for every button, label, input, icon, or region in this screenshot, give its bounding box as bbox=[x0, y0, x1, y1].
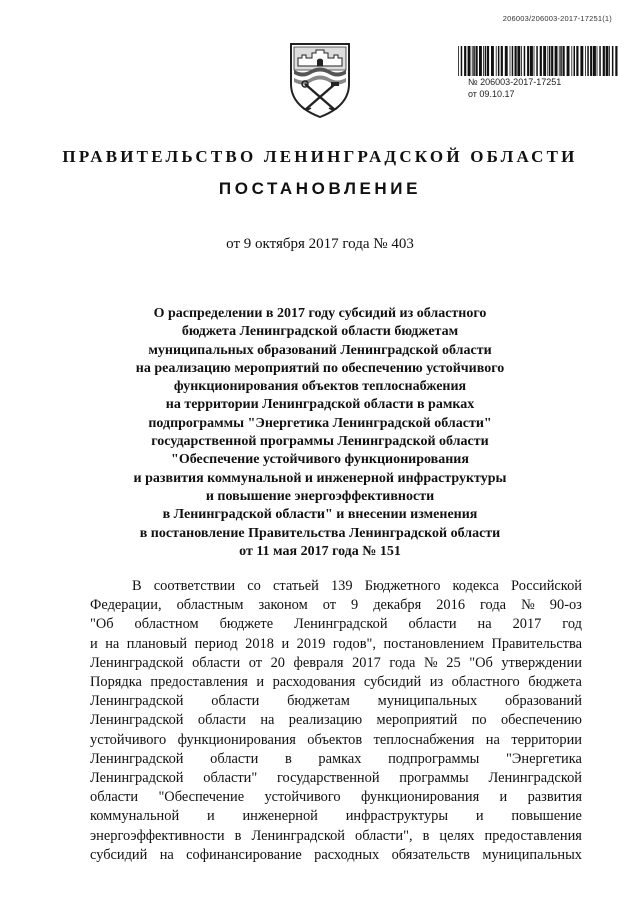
body-word: в bbox=[284, 750, 292, 767]
body-line bbox=[90, 577, 582, 596]
body-word: обеспечению bbox=[500, 712, 582, 729]
body-word: 90-оз bbox=[549, 597, 582, 614]
body-word: на bbox=[159, 846, 174, 863]
body-word: № bbox=[521, 597, 535, 614]
body-word: образований bbox=[504, 693, 582, 710]
subject-line: от 11 мая 2017 года № 151 bbox=[239, 543, 401, 559]
subject-line: О распределении в 2017 году субсидий из областного bbox=[153, 306, 487, 321]
subject-line: на реализацию мероприятий по обеспечению устойчивого bbox=[135, 360, 505, 376]
body-word: период bbox=[194, 635, 238, 652]
body-word: года bbox=[389, 654, 416, 671]
body-word: 9 bbox=[351, 597, 359, 614]
body-word: государственной bbox=[276, 770, 380, 787]
body-word: расходования bbox=[272, 674, 356, 691]
barcode-icon bbox=[458, 46, 618, 76]
body-word: бюджета bbox=[528, 674, 582, 691]
document-type: ПОСТАНОВЛЕНИЕ bbox=[218, 179, 422, 198]
body-word: Ленинградской bbox=[90, 770, 184, 787]
body-word: Ленинградской bbox=[90, 712, 184, 729]
subject-line: государственной программы Ленинградской области bbox=[151, 434, 489, 450]
subject-line: бюджета Ленинградской области бюджетам bbox=[181, 324, 459, 340]
body-word: Ленинградской bbox=[488, 770, 582, 787]
body-word: области" bbox=[203, 770, 258, 787]
body-word: устойчивого bbox=[264, 789, 341, 806]
body-word: коммунальной bbox=[90, 808, 180, 825]
body-word: на bbox=[485, 731, 500, 748]
body-word: целях bbox=[439, 827, 475, 844]
body-line bbox=[90, 827, 582, 846]
body-word: областном bbox=[134, 616, 199, 633]
body-word: софинансирование bbox=[186, 846, 302, 863]
body-word: годов", bbox=[332, 635, 376, 652]
body-word: 20 bbox=[270, 654, 285, 671]
body-word: Федерации, bbox=[90, 597, 162, 614]
coat-of-arms-icon bbox=[287, 40, 353, 120]
body-word: объектов bbox=[307, 731, 363, 748]
body-word: муниципальных bbox=[377, 693, 478, 710]
registration-stamp bbox=[458, 46, 618, 100]
subject-line: муниципальных образований Ленинградской области bbox=[148, 342, 492, 358]
body-line bbox=[90, 615, 582, 634]
body-word: Ленинградской bbox=[251, 827, 345, 844]
body-line bbox=[90, 807, 582, 826]
body-word: и bbox=[281, 635, 290, 652]
body-word: "Энергетика bbox=[506, 750, 582, 767]
body-line bbox=[90, 711, 582, 730]
body-word: плановый bbox=[126, 635, 188, 652]
body-word: Ленинградской bbox=[90, 693, 184, 710]
subject-line: в постановление Правительства Ленинградской области bbox=[139, 525, 501, 541]
body-word: 139 bbox=[330, 578, 353, 594]
body-word: "Обеспечение bbox=[158, 789, 245, 806]
body-word: "Об bbox=[90, 616, 114, 633]
body-word: утверждении bbox=[501, 654, 582, 671]
body-word: предоставления bbox=[150, 674, 248, 691]
body-word: реализацию bbox=[288, 712, 363, 729]
body-word: бюджетам bbox=[287, 693, 350, 710]
tracking-code: 206003/206003-2017-17251(1) bbox=[502, 14, 612, 23]
body-word: постановлением bbox=[383, 635, 484, 652]
body-line bbox=[90, 769, 582, 788]
body-word: Российской bbox=[511, 578, 582, 594]
document-subject bbox=[80, 305, 560, 561]
body-line bbox=[90, 692, 582, 711]
body-word: и bbox=[90, 635, 98, 652]
body-word: области bbox=[211, 693, 260, 710]
body-word: инженерной bbox=[242, 808, 318, 825]
body-line bbox=[90, 635, 582, 654]
body-word: в bbox=[234, 827, 242, 844]
body-word: 2019 bbox=[296, 635, 326, 652]
body-word: законом bbox=[258, 597, 308, 614]
body-word: Бюджетного bbox=[364, 578, 441, 594]
registration-date: от 09.10.17 bbox=[468, 89, 515, 99]
body-word: субсидий bbox=[90, 846, 148, 863]
body-line bbox=[90, 673, 582, 692]
body-word: Порядка bbox=[90, 674, 142, 691]
body-word: в bbox=[422, 827, 430, 844]
body-word: на bbox=[477, 616, 492, 633]
body-word: областным bbox=[176, 597, 244, 614]
subject-line: в Ленинградской области" и внесении изменения bbox=[162, 507, 478, 523]
subject-line: и развития коммунальной и инженерной инфраструктуры bbox=[133, 470, 507, 486]
body-line bbox=[90, 750, 582, 769]
body-word: от bbox=[322, 597, 337, 614]
body-word: февраля bbox=[293, 654, 344, 671]
body-word: Ленинградской bbox=[294, 616, 388, 633]
body-word: области bbox=[192, 654, 241, 671]
body-word: области bbox=[408, 616, 457, 633]
body-word: бюджете bbox=[219, 616, 274, 633]
body-word: по bbox=[471, 712, 487, 729]
body-word: 2016 bbox=[436, 597, 466, 614]
body-word: функционирования bbox=[177, 731, 296, 748]
body-word: и bbox=[206, 808, 215, 825]
body-word: 25 bbox=[446, 654, 461, 671]
body-word: мероприятий bbox=[376, 712, 458, 729]
body-word: обязательств bbox=[391, 846, 470, 863]
body-word: области", bbox=[355, 827, 413, 844]
body-word: территории bbox=[511, 731, 582, 748]
body-word: областного bbox=[451, 674, 520, 691]
subject-line: на территории Ленинградской области в рамках bbox=[165, 397, 475, 413]
body-word: развития bbox=[527, 789, 582, 806]
body-word: декабря bbox=[373, 597, 422, 614]
body-word: Правительства bbox=[491, 635, 582, 652]
body-word: "Об bbox=[469, 654, 493, 671]
subject-line: функционирования объектов теплоснабжения bbox=[173, 379, 467, 395]
body-word: субсидий bbox=[363, 674, 422, 691]
body-word: Ленинградской bbox=[90, 654, 184, 671]
body-line bbox=[90, 596, 582, 615]
body-line bbox=[90, 788, 582, 807]
body-word: рамках bbox=[318, 750, 362, 767]
body-word: устойчивого bbox=[90, 731, 167, 748]
body-line bbox=[90, 731, 582, 750]
body-word: теплоснабжения bbox=[373, 731, 475, 748]
body-word: со bbox=[247, 578, 261, 594]
body-word: 2017 bbox=[512, 616, 542, 633]
body-word: на bbox=[105, 635, 120, 652]
body-word: года bbox=[480, 597, 507, 614]
body-word: кодекса bbox=[452, 578, 499, 594]
body-word: от bbox=[248, 654, 263, 671]
body-word: статьей bbox=[273, 578, 319, 594]
body-word: области bbox=[90, 789, 139, 806]
body-word: инфраструктуры bbox=[345, 808, 449, 825]
body-line bbox=[90, 654, 582, 673]
body-word: области bbox=[197, 712, 246, 729]
body-word: 2017 bbox=[352, 654, 381, 671]
body-word: энергоэффективности bbox=[90, 827, 225, 844]
body-word: и bbox=[499, 789, 508, 806]
body-word: программы bbox=[399, 770, 469, 787]
body-word: предоставления bbox=[484, 827, 582, 844]
body-word: из bbox=[429, 674, 444, 691]
body-line bbox=[90, 846, 582, 865]
body-word: и bbox=[475, 808, 484, 825]
body-word: № bbox=[424, 654, 438, 671]
body-word: 2018 bbox=[245, 635, 274, 652]
body-word: области bbox=[210, 750, 259, 767]
body-word: на bbox=[260, 712, 275, 729]
document-body bbox=[90, 577, 582, 865]
registration-number: № 206003-2017-17251 bbox=[468, 77, 562, 87]
body-word: муниципальных bbox=[482, 846, 582, 863]
body-word: повышение bbox=[511, 808, 582, 825]
subject-line: подпрограммы "Энергетика Ленинградской области" bbox=[148, 415, 492, 431]
organization-title: ПРАВИТЕЛЬСТВО ЛЕНИНГРАДСКОЙ ОБЛАСТИ bbox=[62, 147, 578, 166]
body-word: В bbox=[132, 578, 142, 594]
subject-line: и повышение энергоэффективности bbox=[205, 488, 435, 504]
document-date-number: от 9 октября 2017 года № 403 bbox=[226, 236, 414, 252]
body-word: расходных bbox=[314, 846, 380, 863]
subject-line: "Обеспечение устойчивого функционирования bbox=[171, 452, 469, 468]
body-word: подпрограммы bbox=[388, 750, 480, 767]
body-word: соответствии bbox=[153, 578, 236, 594]
body-word: Ленинградской bbox=[90, 750, 184, 767]
body-word: функционирования bbox=[360, 789, 480, 806]
body-word: и bbox=[256, 674, 265, 691]
body-word: год bbox=[562, 616, 582, 633]
